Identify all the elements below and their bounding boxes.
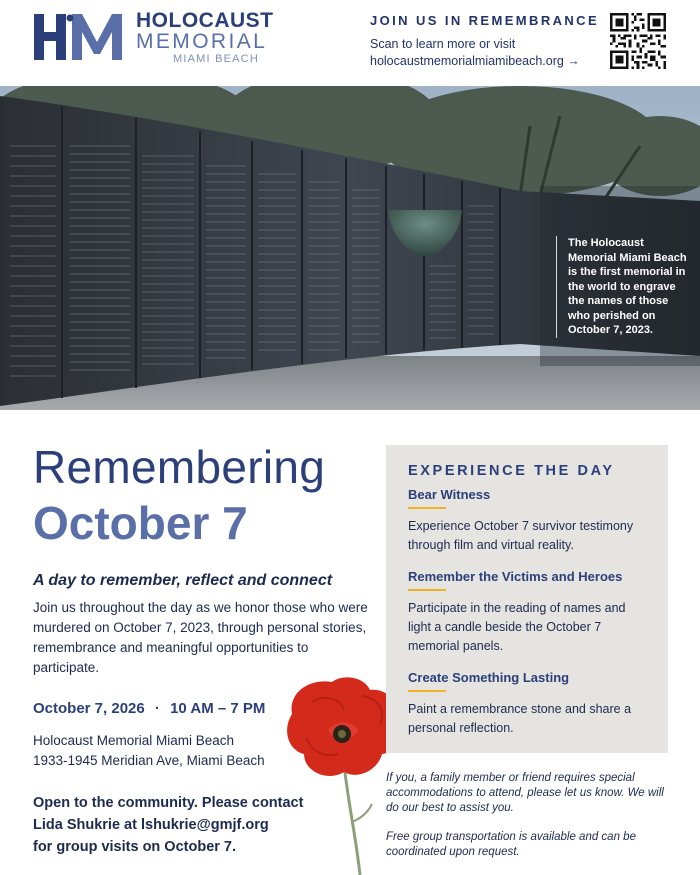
join-title: JOIN US IN REMEMBRANCE	[370, 13, 600, 28]
experience-item-text: Experience October 7 survivor testimony through film and virtual reality.	[408, 519, 634, 552]
join-block	[370, 13, 602, 70]
contact-line-1: Open to the community. Please contact	[33, 795, 304, 811]
notes-block	[386, 771, 676, 860]
accommodations-note: If you, a family member or friend requires special accommodations to attend, please let us know. We will do our best to assist you.	[386, 772, 664, 814]
accent-rule	[408, 589, 446, 591]
experience-panel	[386, 445, 668, 753]
experience-item-heading: Remember the Victims and Heroes	[408, 569, 623, 584]
title-line-1: Remembering	[33, 441, 326, 493]
hm-logo-icon	[34, 12, 132, 62]
event-time: 10 AM – 7 PM	[170, 700, 266, 717]
memorial-wall-photo	[0, 86, 700, 410]
datetime-separator: ·	[154, 700, 160, 717]
experience-item	[408, 487, 646, 555]
contact-line-3: for group visits on October 7.	[33, 839, 237, 855]
event-datetime	[33, 700, 265, 717]
title-line-2: October 7	[33, 497, 248, 549]
accent-rule	[408, 690, 446, 692]
experience-item-text: Participate in the reading of names and light a candle beside the October 7 memorial panels.	[408, 601, 626, 653]
accent-rule	[408, 507, 446, 509]
qr-code-icon[interactable]	[610, 13, 666, 69]
holocaust-memorial-logo[interactable]	[34, 10, 274, 66]
hero-caption-text: The Holocaust Memorial Miami Beach is the first memorial in the world to engrave the names of those who perished on October 7, 2023.	[568, 237, 687, 336]
hero-caption	[556, 236, 688, 338]
header	[0, 0, 700, 86]
panel-title: EXPERIENCE THE DAY	[408, 463, 615, 479]
venue-address: 1933-1945 Meridian Ave, Miami Beach	[33, 753, 265, 768]
experience-item-heading: Bear Witness	[408, 487, 491, 502]
website-link[interactable]: holocaustmemorialmiamibeach.org →	[370, 54, 580, 68]
contact-line-2[interactable]: Lida Shukrie at lshukrie@gmjf.org	[33, 817, 269, 833]
experience-item-heading: Create Something Lasting	[408, 670, 570, 685]
experience-item	[408, 569, 646, 656]
venue-name: Holocaust Memorial Miami Beach	[33, 733, 235, 748]
join-instruction: Scan to learn more or visit	[370, 37, 516, 51]
event-date: October 7, 2026	[33, 700, 145, 717]
experience-item-text: Paint a remembrance stone and share a personal reflection.	[408, 702, 632, 735]
experience-item	[408, 670, 646, 738]
transport-note: Free group transportation is available and can be coordinated upon request.	[386, 831, 636, 858]
contact-block	[33, 792, 303, 858]
intro-paragraph: Join us throughout the day as we honor those who were murdered on October 7, 2023, through personal stories, remembrance and meaningful opportunities to participate.	[33, 600, 368, 675]
tagline: A day to remember, reflect and connect	[33, 572, 333, 589]
logo-line-1: HOLOCAUST	[136, 9, 274, 32]
venue-block	[33, 731, 265, 771]
logo-line-3: MIAMI BEACH	[173, 53, 259, 65]
logo-line-2: MEMORIAL	[136, 30, 268, 53]
logo-wordmark	[136, 10, 296, 65]
